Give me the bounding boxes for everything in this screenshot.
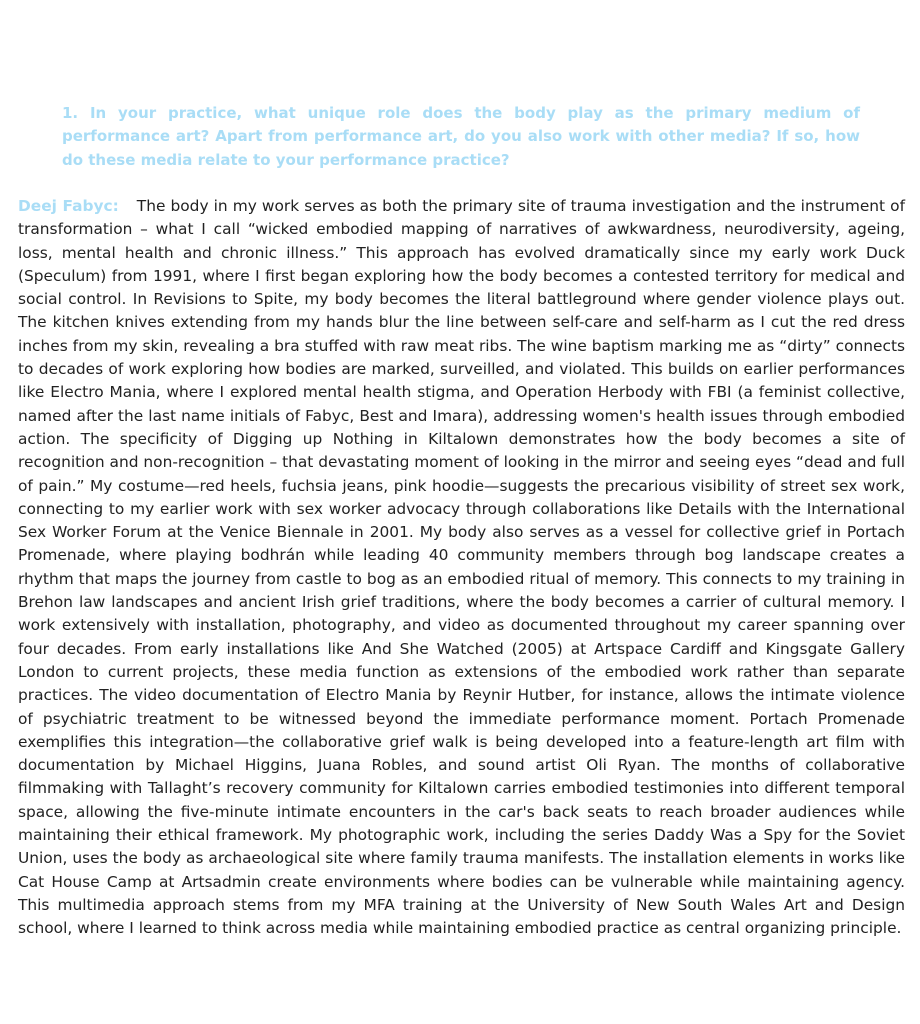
interview-answer (18, 195, 905, 941)
answer-text: The body in my work serves as both the primary site of trauma investigation and the instrument of transformation – what I call “wicked embodied mapping of narratives of awkwardness, neurodiversity, ageing, loss, mental health and chronic illness.” This approach has evolved dramatically since my early work Duck (Speculum) from 1991, where I first began exploring how the body becomes a contested territory for medical and social control. In Revisions to Spite, my body becomes the literal battleground where gender violence plays out. The kitchen knives extending from my hands blur the line between self-care and self-harm as I cut the red dress inches from my skin, revealing a bra stuffed with raw meat ribs. The wine baptism marking me as “dirty” connects to decades of work exploring how bodies are marked, surveilled, and violated. This builds on earlier performances like Electro Mania, where I explored mental health stigma, and Operation Herbody with FBI (a feminist collective, named after the last name initials of Fabyc, Best and Imara), addressing women's health issues through embodied action. The specificity of Digging up Nothing in Kiltalown demonstrates how the body becomes a site of recognition and non-recognition – that devastating moment of looking in the mirror and seeing eyes “dead and full of pain.” My costume—red heels, fuchsia jeans, pink hoodie—suggests the precarious visibility of street sex work, connecting to my earlier work with sex worker advocacy through collaborations like Details with the International Sex Worker Forum at the Venice Biennale in 2001. My body also serves as a vessel for collective grief in Portach Promenade, where playing bodhrán while leading 40 community members through bog landscape creates a rhythm that maps the journey from castle to bog as an embodied ritual of memory. This connects to my training in Brehon law landscapes and ancient Irish grief traditions, where the body becomes a carrier of cultural memory. I work extensively with installation, photography, and video as documented throughout my career spanning over four decades. From early installations like And She Watched (2005) at Artspace Cardiff and Kingsgate Gallery London to current projects, these media function as extensions of the embodied work rather than separate practices. The video documentation of Electro Mania by Reynir Hutber, for instance, allows the intimate violence of psychiatric treatment to be witnessed beyond the immediate performance moment. Portach Promenade exemplifies this integration—the collaborative grief walk is being developed into a feature-length art film with documentation by Michael Higgins, Juana Robles, and sound artist Oli Ryan. The months of collaborative filmmaking with Tallaght’s recovery community for Kiltalown carries embodied testimonies into different temporal space, allowing the five-minute intimate encounters in the car's back seats to reach broader audiences while maintaining their ethical framework. My photographic work, including the series Daddy Was a Spy for the Soviet Union, uses the body as archaeological site where family trauma manifests. The installation elements in works like Cat House Camp at Artsadmin create environments where bodies can be vulnerable while maintaining agency. This multimedia approach stems from my MFA training at the University of New South Wales Art and Design school, where I learned to think across media while maintaining embodied practice as central organizing principle. (18, 197, 905, 938)
speaker-separator: : (112, 197, 119, 215)
interview-question: 1. In your practice, what unique role does the body play as the primary medium of performance art? Apart from performance art, do you also work with other media? If so, how do these media relate to your performance practice? (62, 104, 860, 169)
speaker-name: Deej Fabyc (18, 197, 113, 215)
